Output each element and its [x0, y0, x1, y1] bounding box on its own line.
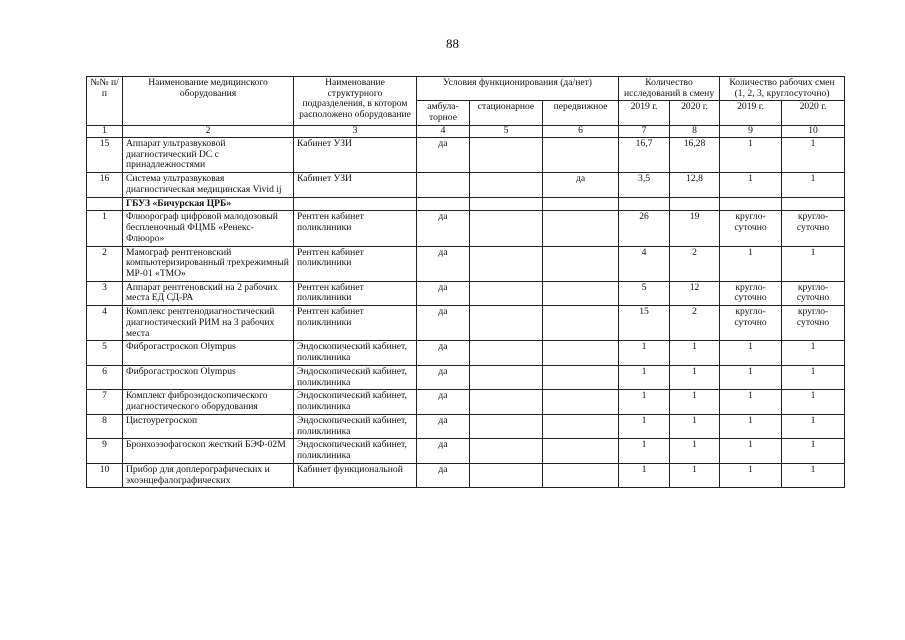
shifts-2019-cell: кругло-суточно [720, 281, 782, 305]
ambulatory-cell: да [417, 390, 470, 414]
header-mobile: передвижное [543, 101, 619, 125]
row-number-cell: 10 [87, 463, 123, 487]
shifts-2020-cell: 1 [782, 341, 845, 365]
ambulatory-cell: да [417, 463, 470, 487]
equipment-name-cell: Прибор для доплерографических и эхоэнцефалографических [123, 463, 294, 487]
section-blank-cell [87, 197, 123, 211]
equipment-name-cell: Бронхоэзофагоскоп жесткий БЭФ-02М [123, 439, 294, 463]
equipment-name-cell: Фиброгастроскоп Olympus [123, 341, 294, 365]
department-cell: Эндоскопический кабинет, поликлиника [294, 365, 417, 389]
table-row [87, 137, 845, 172]
stationary-cell [470, 390, 543, 414]
stationary-cell [470, 463, 543, 487]
shifts-2019-cell: 1 [720, 390, 782, 414]
table-row [87, 365, 845, 389]
studies-2019-cell: 16,7 [619, 137, 670, 172]
studies-2020-cell: 1 [670, 414, 720, 438]
column-number-row [87, 125, 845, 137]
department-cell: Рентген кабинет поликлиники [294, 306, 417, 341]
shifts-2019-cell: кругло-суточно [720, 211, 782, 246]
shifts-2020-cell: 1 [782, 137, 845, 172]
table-row [87, 390, 845, 414]
header-row [87, 77, 845, 101]
shifts-2020-cell: кругло-суточно [782, 211, 845, 246]
stationary-cell [470, 173, 543, 197]
section-row [87, 197, 845, 211]
column-number: 9 [720, 125, 782, 137]
row-number-cell: 6 [87, 365, 123, 389]
column-number: 6 [543, 125, 619, 137]
equipment-name-cell: Комплект фиброэндоскопического диагностического оборудования [123, 390, 294, 414]
table-row [87, 281, 845, 305]
header-shifts-2020: 2020 г. [782, 101, 845, 125]
studies-2019-cell: 1 [619, 414, 670, 438]
shifts-2019-cell: 1 [720, 246, 782, 281]
column-number: 2 [123, 125, 294, 137]
header-studies: Количество исследований в смену [619, 77, 720, 101]
row-number-cell: 8 [87, 414, 123, 438]
column-number: 1 [87, 125, 123, 137]
mobile-cell [543, 341, 619, 365]
row-number-cell: 5 [87, 341, 123, 365]
table-row [87, 341, 845, 365]
mobile-cell [543, 211, 619, 246]
section-blank-cell [782, 197, 845, 211]
ambulatory-cell: да [417, 439, 470, 463]
department-cell: Кабинет УЗИ [294, 137, 417, 172]
row-number-cell: 7 [87, 390, 123, 414]
header-shifts: Количество рабочих смен (1, 2, 3, круглосуточно) [720, 77, 845, 101]
stationary-cell [470, 306, 543, 341]
mobile-cell [543, 137, 619, 172]
department-cell: Рентген кабинет поликлиники [294, 211, 417, 246]
section-blank-cell [417, 197, 470, 211]
equipment-name-cell: Аппарат рентгеновский на 2 рабочих места ЕД СД-РА [123, 281, 294, 305]
shifts-2019-cell: 1 [720, 463, 782, 487]
studies-2020-cell: 1 [670, 463, 720, 487]
section-blank-cell [470, 197, 543, 211]
ambulatory-cell: да [417, 281, 470, 305]
department-cell: Кабинет УЗИ [294, 173, 417, 197]
row-number-cell: 1 [87, 211, 123, 246]
department-cell: Кабинет функциональной [294, 463, 417, 487]
equipment-name-cell: Комплекс рентгенодиагностический диагностический РИМ на 3 рабочих места [123, 306, 294, 341]
stationary-cell [470, 365, 543, 389]
header-department: Наименование структурного подразделения, в котором расположено оборудование [294, 77, 417, 126]
section-title: ГБУЗ «Бичурская ЦРБ» [123, 197, 294, 211]
table-row [87, 463, 845, 487]
ambulatory-cell: да [417, 246, 470, 281]
column-number: 7 [619, 125, 670, 137]
shifts-2019-cell: 1 [720, 173, 782, 197]
mobile-cell [543, 390, 619, 414]
shifts-2020-cell: кругло-суточно [782, 306, 845, 341]
shifts-2019-cell: 1 [720, 365, 782, 389]
studies-2019-cell: 1 [619, 341, 670, 365]
ambulatory-cell: да [417, 306, 470, 341]
column-number: 8 [670, 125, 720, 137]
studies-2020-cell: 16,28 [670, 137, 720, 172]
table-row [87, 246, 845, 281]
studies-2020-cell: 1 [670, 390, 720, 414]
mobile-cell [543, 365, 619, 389]
studies-2019-cell: 1 [619, 365, 670, 389]
header-stationary: стационарное [470, 101, 543, 125]
shifts-2020-cell: 1 [782, 365, 845, 389]
studies-2019-cell: 5 [619, 281, 670, 305]
stationary-cell [470, 211, 543, 246]
studies-2020-cell: 19 [670, 211, 720, 246]
equipment-name-cell: Аппарат ультразвуковой диагностический DC с принадлежностями [123, 137, 294, 172]
column-number: 10 [782, 125, 845, 137]
table-row [87, 211, 845, 246]
ambulatory-cell: да [417, 365, 470, 389]
stationary-cell [470, 414, 543, 438]
table-row [87, 173, 845, 197]
page-number: 88 [446, 36, 459, 51]
header-num: №№ п/п [87, 77, 123, 126]
equipment-name-cell: Мамограф рентгеновский компьютеризированный трехрежимный МР-01 «ТМО» [123, 246, 294, 281]
department-cell: Рентген кабинет поликлиники [294, 281, 417, 305]
ambulatory-cell: да [417, 211, 470, 246]
header-equipment: Наименование медицинского оборудования [123, 77, 294, 126]
header-conditions: Условия функционирования (да/нет) [417, 77, 619, 101]
shifts-2019-cell: 1 [720, 439, 782, 463]
studies-2020-cell: 1 [670, 365, 720, 389]
ambulatory-cell [417, 173, 470, 197]
shifts-2019-cell: кругло-суточно [720, 306, 782, 341]
column-number: 5 [470, 125, 543, 137]
ambulatory-cell: да [417, 137, 470, 172]
shifts-2020-cell: 1 [782, 414, 845, 438]
equipment-name-cell: Фиброгастроскоп Olympus [123, 365, 294, 389]
equipment-table [86, 76, 845, 488]
row-number-cell: 4 [87, 306, 123, 341]
header-studies-2020: 2020 г. [670, 101, 720, 125]
shifts-2020-cell: 1 [782, 439, 845, 463]
department-cell: Эндоскопический кабинет, поликлиника [294, 439, 417, 463]
row-number-cell: 9 [87, 439, 123, 463]
equipment-name-cell: Цистоуретроскоп [123, 414, 294, 438]
studies-2019-cell: 1 [619, 463, 670, 487]
department-cell: Эндоскопический кабинет, поликлиника [294, 414, 417, 438]
studies-2020-cell: 2 [670, 246, 720, 281]
stationary-cell [470, 281, 543, 305]
section-blank-cell [720, 197, 782, 211]
table-row [87, 306, 845, 341]
mobile-cell [543, 306, 619, 341]
shifts-2020-cell: 1 [782, 246, 845, 281]
department-cell: Рентген кабинет поликлиники [294, 246, 417, 281]
column-number: 3 [294, 125, 417, 137]
stationary-cell [470, 341, 543, 365]
studies-2020-cell: 1 [670, 439, 720, 463]
column-number: 4 [417, 125, 470, 137]
section-blank-cell [670, 197, 720, 211]
department-cell: Эндоскопический кабинет, поликлиника [294, 390, 417, 414]
mobile-cell [543, 246, 619, 281]
studies-2019-cell: 1 [619, 439, 670, 463]
stationary-cell [470, 246, 543, 281]
row-number-cell: 3 [87, 281, 123, 305]
row-number-cell: 15 [87, 137, 123, 172]
equipment-name-cell: Система ультразвуковая диагностическая медицинская Vivid ij [123, 173, 294, 197]
section-blank-cell [543, 197, 619, 211]
row-number-cell: 16 [87, 173, 123, 197]
shifts-2020-cell: 1 [782, 173, 845, 197]
shifts-2020-cell: 1 [782, 463, 845, 487]
section-blank-cell [294, 197, 417, 211]
mobile-cell [543, 414, 619, 438]
shifts-2019-cell: 1 [720, 414, 782, 438]
department-cell: Эндоскопический кабинет, поликлиника [294, 341, 417, 365]
mobile-cell [543, 463, 619, 487]
header-shifts-2019: 2019 г. [720, 101, 782, 125]
studies-2020-cell: 1 [670, 341, 720, 365]
ambulatory-cell: да [417, 341, 470, 365]
shifts-2020-cell: 1 [782, 390, 845, 414]
shifts-2020-cell: кругло-суточно [782, 281, 845, 305]
table-row [87, 439, 845, 463]
shifts-2019-cell: 1 [720, 137, 782, 172]
studies-2019-cell: 26 [619, 211, 670, 246]
header-studies-2019: 2019 г. [619, 101, 670, 125]
studies-2019-cell: 15 [619, 306, 670, 341]
section-blank-cell [619, 197, 670, 211]
studies-2019-cell: 1 [619, 390, 670, 414]
table-row [87, 414, 845, 438]
studies-2019-cell: 4 [619, 246, 670, 281]
mobile-cell [543, 281, 619, 305]
mobile-cell [543, 439, 619, 463]
studies-2019-cell: 3,5 [619, 173, 670, 197]
ambulatory-cell: да [417, 414, 470, 438]
mobile-cell: да [543, 173, 619, 197]
studies-2020-cell: 12,8 [670, 173, 720, 197]
equipment-name-cell: Флюорограф цифровой малодозовый беспленочный ФЦМБ «Ренекс-Флюоро» [123, 211, 294, 246]
studies-2020-cell: 2 [670, 306, 720, 341]
header-ambulatory: амбула-торное [417, 101, 470, 125]
stationary-cell [470, 137, 543, 172]
row-number-cell: 2 [87, 246, 123, 281]
studies-2020-cell: 12 [670, 281, 720, 305]
stationary-cell [470, 439, 543, 463]
shifts-2019-cell: 1 [720, 341, 782, 365]
